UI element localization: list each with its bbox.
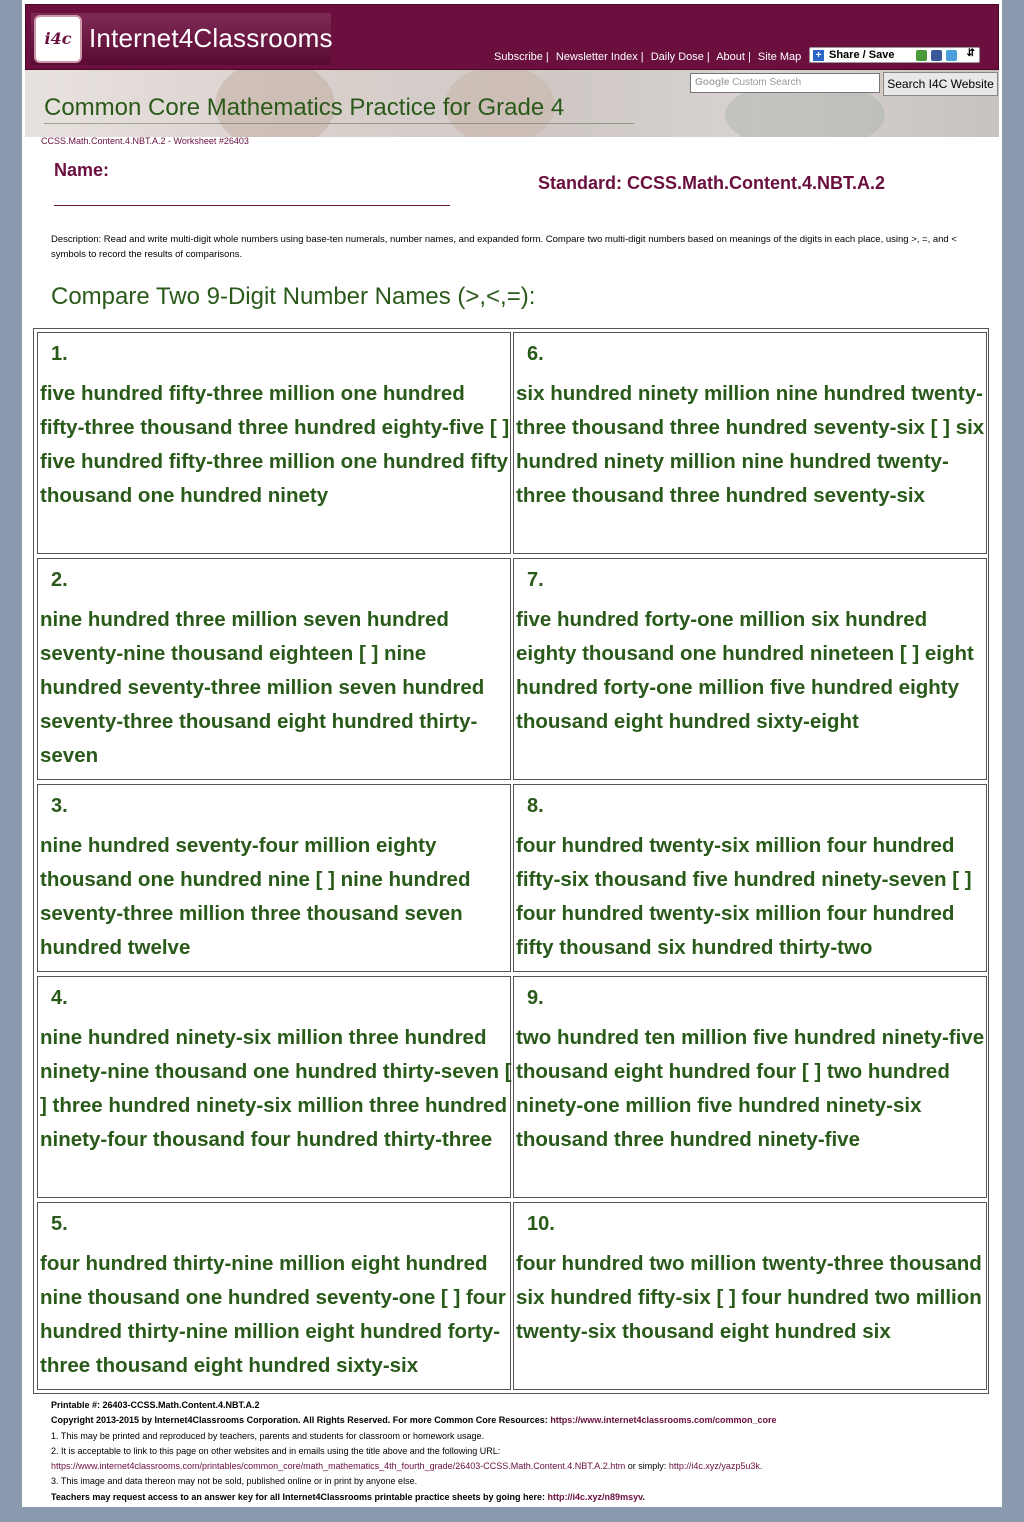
problem-number: 7. — [527, 569, 544, 591]
footer — [51, 1398, 996, 1505]
problem-text: four hundred thirty-nine million eight hundred nine thousand one hundred seventy-one [ ] four hundred thirty-nine million eight hundred forty-three thousand eight hundred sixty-six — [40, 1252, 506, 1377]
problem-text: five hundred forty-one million six hundred eighty thousand one hundred nineteen [ ] eight hundred forty-one million five hundred eighty thousand eight hundred sixty-eight — [516, 608, 974, 733]
problem-number: 5. — [51, 1213, 68, 1235]
problem-text: nine hundred seventy-four million eighty thousand one hundred nine [ ] nine hundred seventy-three million three thousand seven hundred twelve — [40, 834, 471, 959]
chevron-updown-icon[interactable]: ⇵ — [966, 48, 975, 59]
problem-number: 4. — [51, 987, 68, 1009]
worksheet-breadcrumb: CCSS.Math.Content.4.NBT.A.2 - Worksheet #26403 — [41, 136, 249, 146]
problem-number: 1. — [51, 343, 68, 365]
problem-number: 8. — [527, 795, 544, 817]
usage-note-2: 2. It is acceptable to link to this page on other websites and in emails using the title above and the following URL: — [51, 1445, 501, 1456]
problem-text: nine hundred ninety-six million three hundred ninety-nine thousand one hundred thirty-seven [ ] three hundred ninety-six million three hundred ninety-four thousand four hundred thirty-three — [40, 1026, 512, 1151]
title-banner — [25, 70, 999, 137]
site-logo[interactable] — [31, 13, 331, 65]
problem-cell — [513, 784, 987, 972]
problem-text: five hundred fifty-three million one hundred fifty-three thousand three hundred eighty-five [ ] five hundred fifty-three million one hundred fifty thousand one hundred ninety — [40, 382, 510, 507]
nav-link-about[interactable]: About — [716, 51, 745, 63]
problem-cell — [37, 784, 511, 972]
common-core-link[interactable]: https://www.internet4classrooms.com/common_core — [550, 1415, 777, 1426]
nav-separator: | — [747, 51, 751, 63]
problem-cell — [513, 976, 987, 1198]
problem-cell — [513, 1202, 987, 1390]
nav-separator: | — [706, 51, 710, 63]
worksheet-page — [22, 0, 1002, 1507]
share-label: Share / Save — [829, 49, 895, 61]
problem-cell — [37, 1202, 511, 1390]
top-nav — [494, 51, 801, 63]
search-button[interactable]: Search I4C Website — [883, 72, 998, 96]
copyright-line — [51, 1413, 996, 1428]
facebook-icon[interactable] — [931, 50, 942, 61]
twitter-icon[interactable] — [946, 50, 957, 61]
worksheet-url-link[interactable]: https://www.internet4classrooms.com/printables/common_core/math_mathematics_4th_fourth_grade/26403-CCSS.Math.Content.4.NBT.A.2.htm — [51, 1461, 626, 1472]
problem-cell — [513, 558, 987, 780]
answer-key-line: Teachers may request access to an answer key for all Internet4Classrooms printable practice sheets by going here: http://i4c.xyz/n89msyv. — [51, 1491, 645, 1502]
problems-table — [33, 328, 989, 1394]
problem-cell — [37, 332, 511, 554]
search-input[interactable]: Google Custom Search — [690, 73, 880, 93]
site-header — [25, 4, 999, 70]
copyright-text: Copyright 2013-2015 by Internet4Classrooms Corporation. All Rights Reserved. For more Common Core Resources: — [51, 1415, 548, 1426]
problem-text: six hundred ninety million nine hundred twenty-three thousand three hundred seventy-six [ ] six hundred ninety million nine hundred twenty-three thousand three hundred seventy-six — [516, 382, 985, 507]
short-url-link[interactable]: http://i4c.xyz/yazp5u3k — [668, 1461, 760, 1472]
usage-note-1: 1. This may be printed and reproduced by teachers, parents and students for classroom or homework usage. — [51, 1430, 485, 1441]
nav-link-subscribe[interactable]: Subscribe — [494, 51, 543, 63]
printable-number: Printable #: 26403-CCSS.Math.Content.4.NBT.A.2 — [51, 1400, 260, 1410]
nav-separator: | — [545, 51, 549, 63]
nav-link-daily-dose[interactable]: Daily Dose — [650, 51, 704, 63]
logo-badge-icon: i4c — [34, 15, 82, 63]
share-save-button[interactable] — [809, 47, 980, 63]
name-underline — [54, 205, 450, 206]
section-subtitle: Compare Two 9-Digit Number Names (>,<,=): — [51, 283, 536, 310]
problem-number: 9. — [527, 987, 544, 1009]
problem-number: 3. — [51, 795, 68, 817]
description-text: Description: Read and write multi-digit whole numbers using base-ten numerals, number names, and expanded form. Compare two multi-digit numbers based on meanings of the digits in each place, using >, =, and < symbols to record the results of comparisons. — [51, 234, 957, 260]
problem-text: four hundred twenty-six million four hundred fifty-six thousand five hundred ninety-seven [ ] four hundred twenty-six million four hundred fifty thousand six hundred thirty-two — [516, 834, 972, 959]
answer-key-link[interactable]: http://i4c.xyz/n89msyv — [547, 1491, 643, 1502]
problem-number: 6. — [527, 343, 544, 365]
problem-text: nine hundred three million seven hundred seventy-nine thousand eighteen [ ] nine hundred seventy-three million seven hundred seventy-three thousand eight hundred thirty-seven — [40, 608, 485, 767]
problem-cell — [513, 332, 987, 554]
page-title: Common Core Mathematics Practice for Grade 4 — [44, 94, 565, 121]
nav-link-site-map[interactable]: Site Map — [757, 51, 802, 63]
standard-label: Standard: CCSS.Math.Content.4.NBT.A.2 — [538, 173, 886, 193]
problem-cell — [37, 558, 511, 780]
problem-number: 10. — [527, 1213, 555, 1235]
answer-key-text: Teachers may request access to an answer key for all Internet4Classrooms printable practice sheets by going here: — [51, 1491, 546, 1502]
logo-text: Internet4Classrooms — [89, 23, 333, 53]
url-line: https://www.internet4classrooms.com/printables/common_core/math_mathematics_4th_fourth_grade/26403-CCSS.Math.Content.4.NBT.A.2.htm or simply: http://i4c.xyz/yazp5u3k. — [51, 1461, 763, 1472]
nav-link-newsletter-index[interactable]: Newsletter Index — [555, 51, 638, 63]
url-or-text: or simply: — [627, 1461, 667, 1472]
problem-text: four hundred two million twenty-three thousand six hundred fifty-six [ ] four hundred two million twenty-six thousand eight hundred six — [516, 1252, 982, 1343]
title-divider — [44, 123, 634, 124]
problem-number: 2. — [51, 569, 68, 591]
usage-note-3: 3. This image and data thereon may not be sold, published online or in print by anyone else. — [51, 1476, 418, 1487]
nav-separator: | — [640, 51, 644, 63]
name-label: Name: — [54, 160, 110, 180]
share-plus-icon: + — [813, 50, 824, 61]
email-share-icon[interactable] — [916, 50, 927, 61]
problem-text: two hundred ten million five hundred ninety-five thousand eight hundred four [ ] two hundred ninety-one million five hundred ninety-six thousand three hundred ninety-five — [516, 1026, 985, 1151]
problem-cell — [37, 976, 511, 1198]
